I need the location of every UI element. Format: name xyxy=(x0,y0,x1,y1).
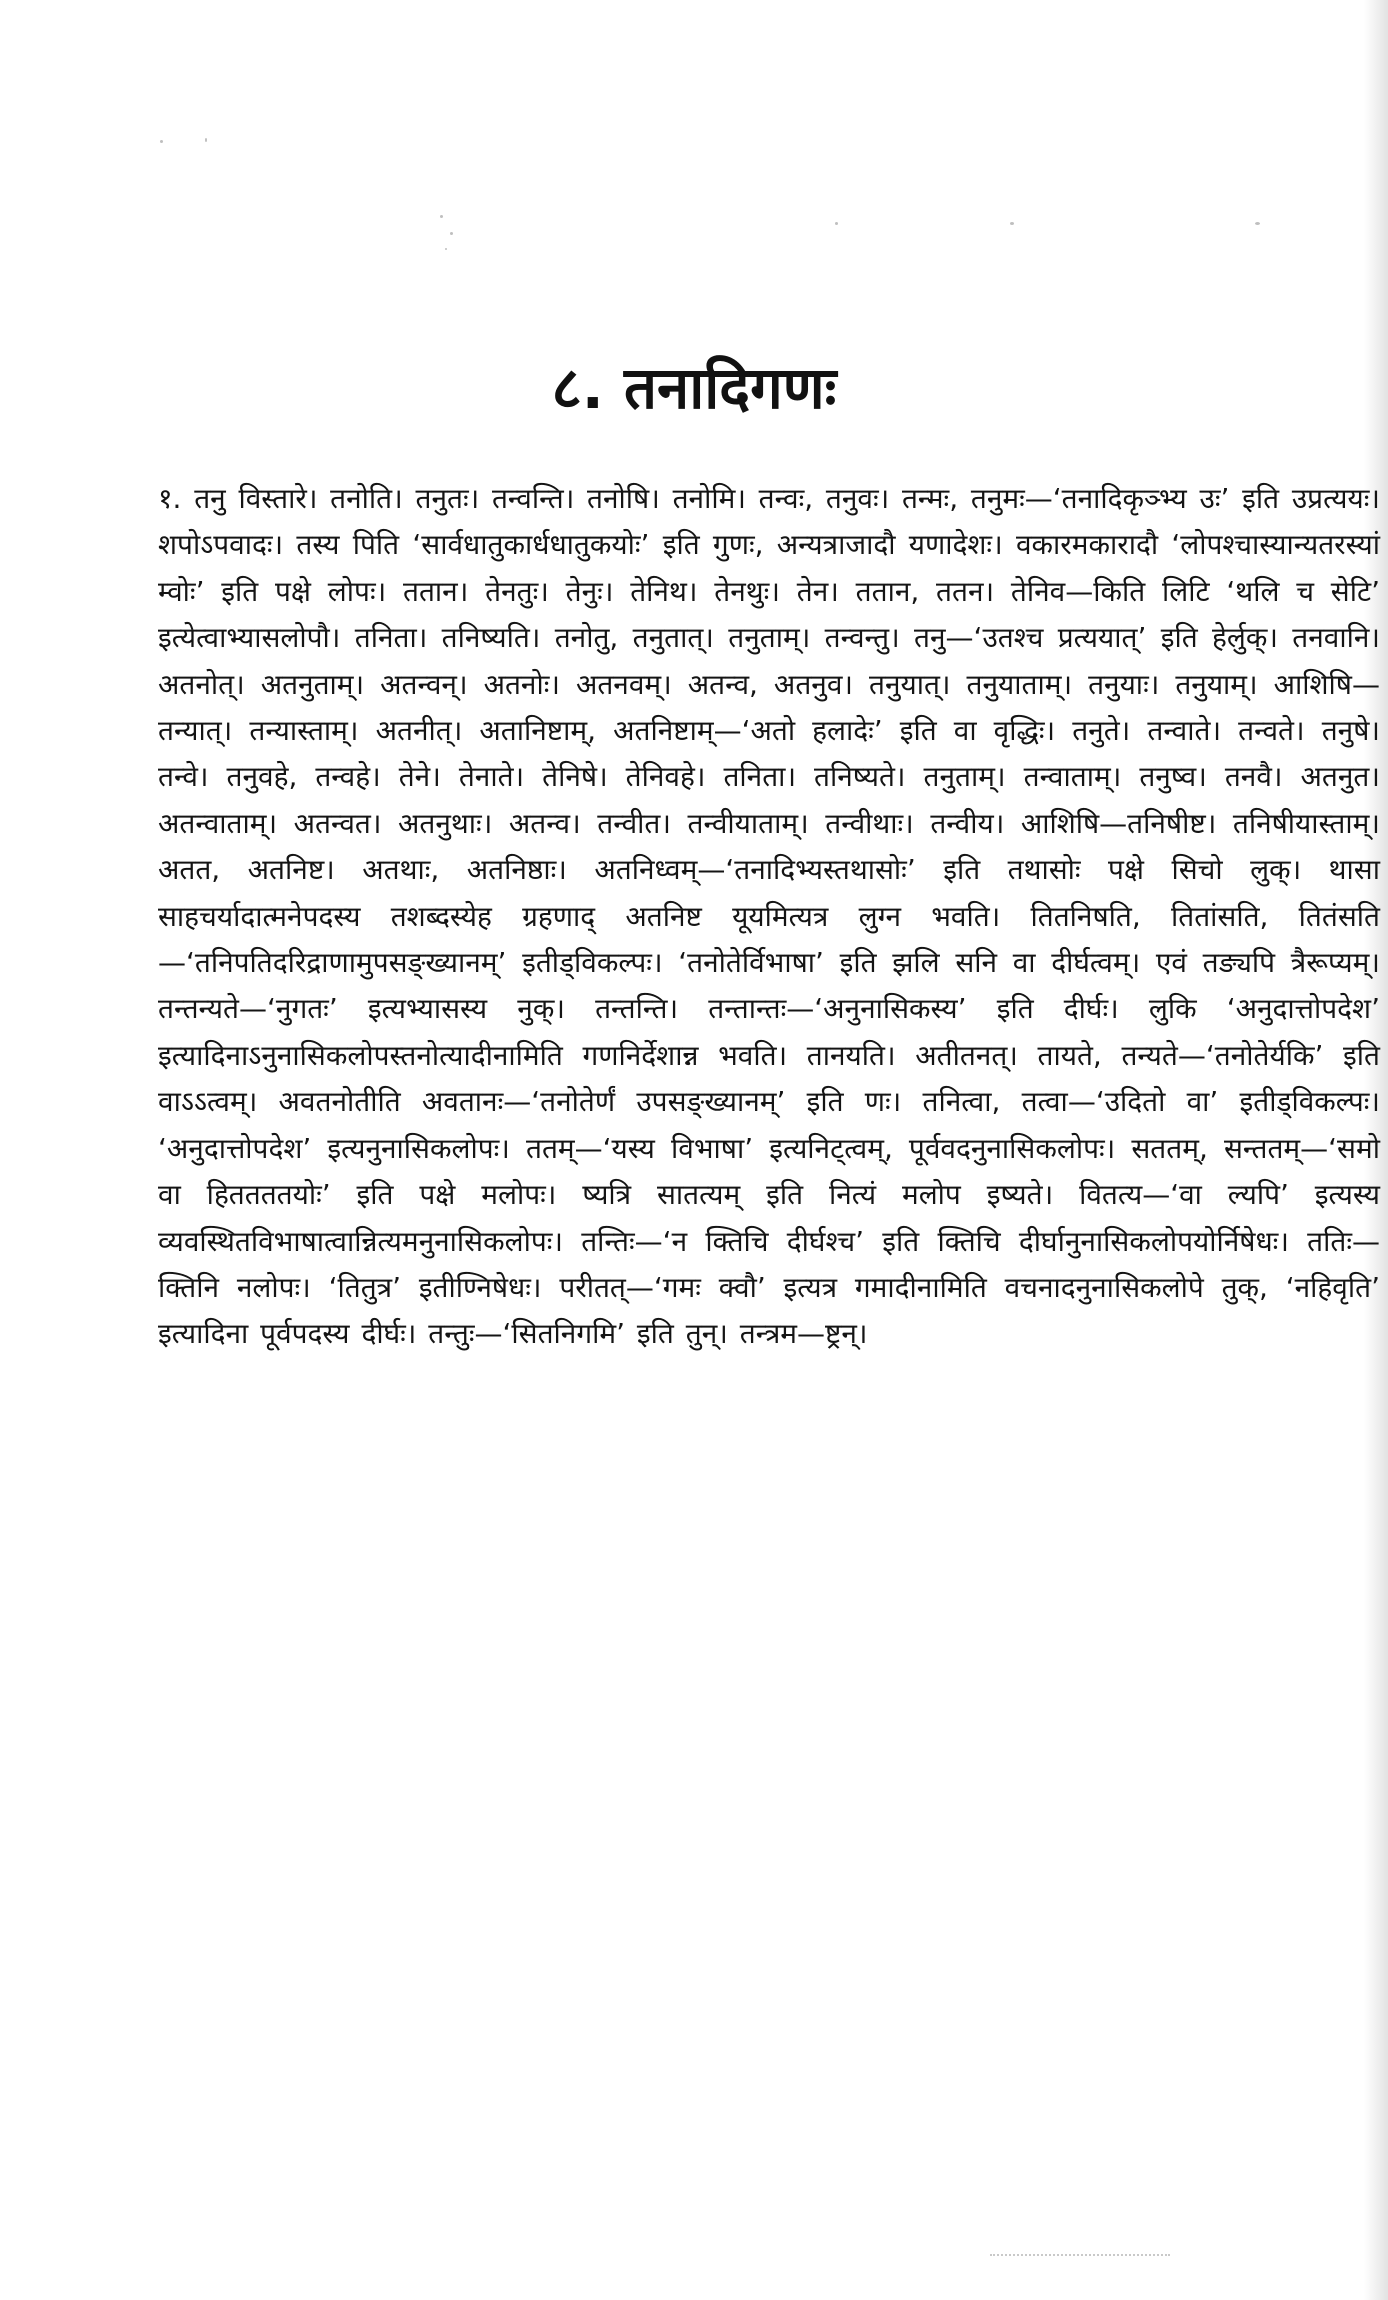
body-paragraph: १. तनु विस्तारे। तनोति। तनुतः। तन्वन्ति। तनोषि। तनोमि। तन्वः, तनुवः। तन्मः, तनुमः—‘तनादिकृञ्भ्य उः’ इति उप्रत्ययः। शपोऽपवादः। तस्य पिति ‘सार्वधातुकार्धधातुकयोः’ इति गुणः, अन्यत्राजादौ यणादेशः। वकारमकारादौ ‘लोपश्चास्यान्यतरस्यां म्वोः’ इति पक्षे लोपः। ततान। तेनतुः। तेनुः। तेनिथ। तेनथुः। तेन। ततान, ततन। तेनिव—किति लिटि ‘थलि च सेटि’ इत्येत्वाभ्यासलोपौ। तनिता। तनिष्यति। तनोतु, तनुतात्। तनुताम्। तन्वन्तु। तनु—‘उतश्च प्रत्ययात्’ इति हेर्लुक्। तनवानि। अतनोत्। अतनुताम्। अतन्वन्। अतनोः। अतनवम्। अतन्व, अतनुव। तनुयात्। तनुयाताम्। तनुयाः। तनुयाम्। आशिषि—तन्यात्। तन्यास्ताम्। अतनीत्। अतानिष्टाम्, अतनिष्टाम्—‘अतो हलादेः’ इति वा वृद्धिः। तनुते। तन्वाते। तन्वते। तनुषे। तन्वे। तनुवहे, तन्वहे। तेने। तेनाते। तेनिषे। तेनिवहे। तनिता। तनिष्यते। तनुताम्। तन्वाताम्। तनुष्व। तनवै। अतनुत। अतन्वाताम्। अतन्वत। अतनुथाः। अतन्व। तन्वीत। तन्वीयाताम्। तन्वीथाः। तन्वीय। आशिषि—तनिषीष्ट। तनिषीयास्ताम्। अतत, अतनिष्ट। अतथाः, अतनिष्ठाः। अतनिध्वम्—‘तनादिभ्यस्तथासोः’ इति तथासोः पक्षे सिचो लुक्। थासा साहचर्यादात्मनेपदस्य तशब्दस्येह ग्रहणाद् अतनिष्ट यूयमित्यत्र लुग्न भवति। तितनिषति, तितांसति, तितंसति—‘तनिपतिदरिद्राणामुपसङ्ख्यानम्’ इतीड्विकल्पः। ‘तनोतेर्विभाषा’ इति झलि सनि वा दीर्घत्वम्। एवं तङ्यपि त्रैरूप्यम्। तन्तन्यते—‘नुगतः’ इत्यभ्यासस्य नुक्। तन्तन्ति। तन्तान्तः—‘अनुनासिकस्य’ इति दीर्घः। लुकि ‘अनुदात्तोपदेश’ इत्यादिनाऽनुनासिकलोपस्तनोत्यादीनामिति गणनिर्देशान्न भवति। तानयति। अतीतनत्। तायते, तन्यते—‘तनोतेर्यकि’ इति वाऽऽत्वम्। अवतनोतीति अवतानः—‘तनोतेर्णं उपसङ्ख्यानम्’ इति णः। तनित्वा, तत्वा—‘उदितो वा’ इतीड्विकल्पः। ‘अनुदात्तोपदेश’ इत्यनुनासिकलोपः। ततम्—‘यस्य विभाषा’ इत्यनिट्त्वम्, पूर्ववदनुनासिकलोपः। सततम्, सन्ततम्—‘समो वा हिततततयोः’ इति पक्षे मलोपः। ष्यत्रि सातत्यम् इति नित्यं मलोप इष्यते। वितत्य—‘वा ल्यपि’ इत्यस्य व्यवस्थितविभाषात्वान्नित्यमनुनासिकलोपः। तन्तिः—‘न क्तिचि दीर्घश्च’ इति क्तिचि दीर्घानुनासिकलोपयोर्निषेधः। ततिः—क्तिनि नलोपः। ‘तितुत्र’ इतीण्निषेधः। परीतत्—‘गमः क्वौ’ इत्यत्र गमादीनामिति वचनादनुनासिकलोपे तुक्, ‘नहिवृति’ इत्यादिना पूर्वपदस्य दीर्घः। तन्तुः—‘सितनिगमि’ इति तुन्। तन्त्रम—ष्ट्रन्। xyxy=(158,482,1380,1351)
chapter-heading: ८. तनादिगणः xyxy=(551,354,837,422)
scan-smudge xyxy=(990,2254,1170,2262)
scan-speck xyxy=(440,215,443,218)
scan-speck xyxy=(835,222,838,225)
scan-speck xyxy=(1010,222,1014,225)
scan-speck xyxy=(160,140,163,143)
scan-speck xyxy=(205,138,207,142)
scan-speck xyxy=(450,232,453,235)
scan-speck xyxy=(445,248,447,250)
scan-speck xyxy=(1255,222,1260,225)
